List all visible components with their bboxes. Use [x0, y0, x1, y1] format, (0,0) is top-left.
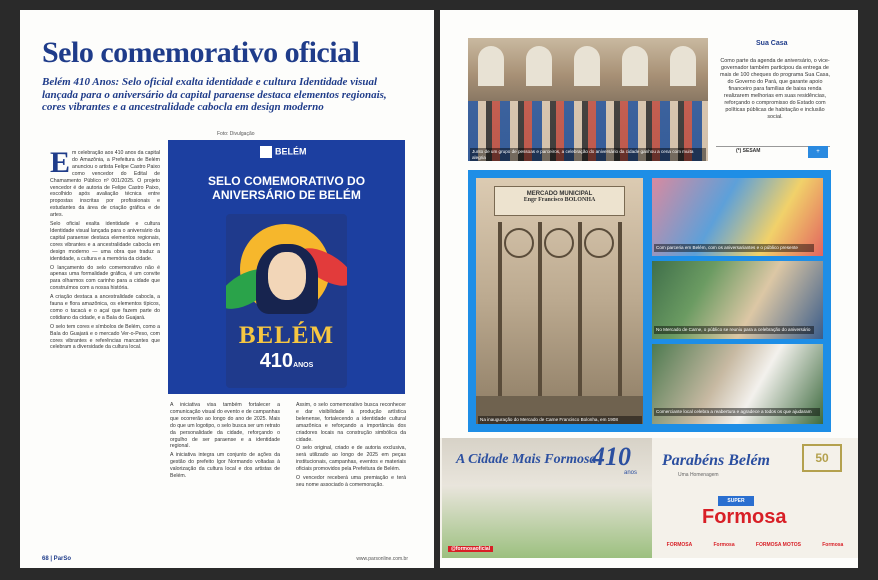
- pillar: [618, 222, 622, 402]
- arch-window: [670, 46, 696, 86]
- photo-caption: Comerciante local celebra a reabertura e agradece a todos os que ajudaram: [654, 408, 820, 416]
- ad-parabens: Parabéns Belém: [662, 452, 770, 469]
- source-label: (*) SESAM: [736, 148, 761, 154]
- sua-casa-text: Como parte da agenda de aniversário, o vice-governador também participou da entrega de mais de 100 cheques do programa Sua Casa, do Governo do Pará, que garante apoio financeiro para famílias de baixa renda realizarem melhorias em suas residências, reforçando o compromisso do Estado com políticas públicas de habitação e inclusão social.: [720, 58, 830, 120]
- brand-logo: FORMOSA: [666, 542, 693, 548]
- paragraph: Assim, o selo comemorativo busca reconhecer e dar visibilidade à produção artística belenense, fortalecendo a identidade cultural amazônica e reforçando a importância dos criadores locais na construção simbólica da cidade.: [296, 402, 406, 443]
- more-button[interactable]: +: [808, 146, 828, 158]
- pillar: [578, 222, 582, 402]
- photo-credit: Foto: Divulgação: [217, 131, 255, 137]
- paragraph: A criação destaca a ancestralidade cabocla, a fauna e flora amazônica, os elementos típicos, como o tacacá e o açaí que fazem parte do cotidiano da cidade, e a Baía do Guajará.: [50, 294, 160, 321]
- photo-caption: Junto de um grupo de pessoas e parceiros, a celebração do aniversário da cidade ganhou a cena com muita alegria: [470, 148, 706, 161]
- seal-artwork: [226, 214, 347, 388]
- paragraph: O lançamento do selo comemorativo não é apenas uma formalidade gráfica, é um convite para olharmos com carinho para a cidade que construímos com a nossa história.: [50, 264, 160, 292]
- right-page: [440, 10, 858, 568]
- article-title: Selo comemorativo oficial: [42, 36, 360, 69]
- arch-shape: [544, 228, 574, 258]
- paragraph: m celebração aos 410 anos da capital do Amazônia, a Prefeitura de Belém anunciou o artista Felipe Castro Paixo como vencedor do Edital de Chamamento Público nº 001/2025. O projeto vencedor é de autoria de Felipe Castro Paixo, escolhido após avaliação técnica entre propostas inscritas por profissionais e estudantes da área de criação gráfica e de artes.: [50, 150, 160, 219]
- ad-410: 410: [592, 442, 631, 471]
- paragraph: O selo tem cores e símbolos de Belém, como a Baía do Guajará e o mercado Ver-o-Peso, com cores vibrantes e referências marcantes que celebram a diversidade da cultura local.: [50, 323, 160, 351]
- arch-window: [574, 46, 600, 86]
- arch-window: [526, 46, 552, 86]
- article-column-3: [296, 402, 406, 550]
- commemorative-poster: [168, 140, 405, 394]
- super-label: SUPER: [718, 496, 754, 506]
- magazine-url[interactable]: www.parsonline.com.br: [356, 556, 408, 562]
- anniversary-badge: 50: [802, 444, 842, 472]
- pillar: [538, 222, 542, 402]
- photo-caption: Na inauguração do Mercado de Carne Francisco Bolonha, em 1908: [478, 416, 642, 424]
- page-folio: 68 | ParSo: [42, 556, 72, 562]
- photo-caption: No Mercado de Carne, o público se reuniu para a celebração do aniversário: [654, 326, 814, 334]
- city-crest-icon: [260, 146, 272, 158]
- pillar: [498, 222, 502, 402]
- dropcap: E: [50, 150, 71, 179]
- ad-homenagem: Uma Homenagem: [678, 472, 719, 478]
- arch-shape: [504, 228, 534, 258]
- paragraph: A iniciativa integra um conjunto de ações da gestão do prefeito Igor Normando voltadas à valorização da cultura local e dos artistas de Belém.: [170, 452, 280, 480]
- paragraph: Selo oficial exalta identidade e cultura Identidade visual lançada para o aniversário da capital paraense destaca elementos regionais, cores vibrantes e a ancestralidade cabocla em design moderno — uma obra que traduz a identidade, a cultura e a memória da cidade.: [50, 221, 160, 262]
- ad-anos: anos: [624, 470, 638, 476]
- article-subtitle: Belém 410 Anos: Selo oficial exalta identidade e cultura Identidade visual lançada para o aniversário da capital paraense destaca elementos regionais, cores vibrantes e a ancestralidade cabocla em design moderno: [42, 76, 387, 113]
- section-header: Sua Casa: [756, 40, 788, 47]
- paragraph: O selo original, criado e de autoria exclusiva, será utilizado ao longo de 2025 em peças institucionais, campanhas, eventos e materiais oficiais promovidos pela Prefeitura de Belém.: [296, 445, 406, 473]
- social-handle[interactable]: @formosaoficial: [448, 546, 493, 552]
- photo-caption: Com parceria em Belém, com os aniversariantes e o público presente: [654, 244, 814, 252]
- arch-window: [622, 46, 648, 86]
- arch-shape: [584, 228, 614, 258]
- paragraph: A iniciativa visa também fortalecer a comunicação visual do evento e de campanhas que ocorrerão ao longo do ano de 2025. Mais do que um logotipo, o selo busca ser um retrato da personalidade da cidade, reforçando o orgulho de ser paraense e a identidade regional.: [170, 402, 280, 450]
- article-column-2: [170, 402, 280, 550]
- ad-slogan: A Cidade Mais Formosa: [456, 452, 597, 467]
- poster-title: SELO COMEMORATIVO DO ANIVERSÁRIO DE BELÉM: [207, 174, 366, 202]
- belem-logo: BELÉM: [260, 146, 320, 164]
- paragraph: O vencedor receberá uma premiação e terá seu nome associado à comemoração.: [296, 475, 406, 488]
- figure-face: [268, 252, 306, 300]
- seal-410-text: 410ANOS: [259, 350, 314, 372]
- seal-belem-text: BELÉM: [238, 322, 335, 349]
- formosa-advertisement[interactable]: [440, 438, 858, 558]
- left-page: [20, 10, 434, 568]
- article-column-1: [50, 150, 160, 554]
- market-sign: MERCADO MUNICIPAL Engr Francisco BOLONHA: [494, 186, 625, 216]
- formosa-logo: Formosa: [702, 506, 787, 528]
- brand-logo: FORMOSA MOTOS: [755, 542, 801, 548]
- brand-logo: Formosa: [713, 542, 735, 548]
- brand-strip: [656, 542, 854, 554]
- arch-window: [478, 46, 504, 86]
- crowd-photo: [468, 38, 708, 161]
- brand-logo: Formosa: [822, 542, 844, 548]
- market-historic-photo: [476, 178, 643, 424]
